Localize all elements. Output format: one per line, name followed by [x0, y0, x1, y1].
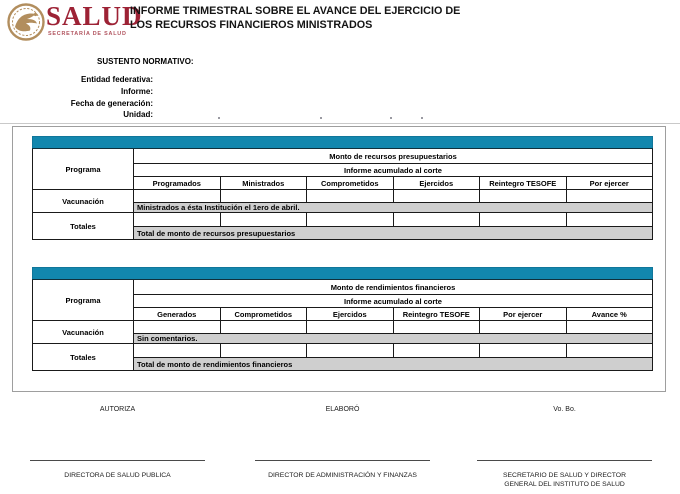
row-note: Ministrados a ésta Institución el 1ero de abril. — [134, 203, 653, 213]
brand-name: SALUD — [46, 1, 143, 31]
value-cell — [393, 213, 480, 227]
field-label-fecha: Fecha de generación: — [70, 98, 153, 108]
value-cell — [566, 190, 653, 203]
program-row-label: Totales — [33, 344, 134, 371]
signature-line — [30, 460, 205, 461]
financial-yields-table — [32, 267, 653, 371]
value-cell — [134, 190, 221, 203]
page-title-line2: LOS RECURSOS FINANCIEROS MINISTRADOS — [130, 18, 373, 31]
artifact-dot — [218, 117, 220, 119]
column-header: Avance % — [566, 308, 653, 321]
group-header: Monto de rendimientos financieros — [134, 280, 653, 295]
field-label-entidad: Entidad federativa: — [80, 75, 153, 84]
brand-block — [46, 3, 143, 37]
signature-title: DIRECTORA DE SALUD PUBLICA — [64, 472, 171, 479]
row-note: Total de monto de recursos presupuestarios — [134, 227, 653, 240]
value-cell — [566, 321, 653, 334]
signature-role: AUTORIZA — [99, 406, 136, 413]
value-cell — [134, 213, 221, 227]
table-accent-bar — [33, 137, 653, 149]
divider-line — [0, 123, 680, 124]
value-cell — [307, 321, 394, 334]
column-header: Por ejercer — [566, 177, 653, 190]
column-header: Generados — [134, 308, 221, 321]
value-cell — [566, 344, 653, 358]
signature-block-vobo — [477, 406, 652, 489]
value-cell — [307, 213, 394, 227]
value-cell — [393, 344, 480, 358]
salud-eagle-logo-icon — [6, 2, 46, 42]
artifact-dot — [320, 117, 322, 119]
sustento-normativo-label: SUSTENTO NORMATIVO: — [97, 57, 194, 66]
program-column-header: Programa — [33, 280, 134, 321]
value-cell — [134, 344, 221, 358]
table-accent-bar — [33, 268, 653, 280]
column-header: Reintegro TESOFE — [393, 308, 480, 321]
value-cell — [480, 213, 567, 227]
page-title — [130, 5, 500, 33]
subgroup-header: Informe acumulado al corte — [134, 295, 653, 308]
field-label-unidad: Unidad: — [123, 110, 153, 120]
column-header: Reintegro TESOFE — [480, 177, 567, 190]
artifact-dot — [390, 117, 392, 119]
program-row-label: Totales — [33, 213, 134, 240]
signature-title: SECRETARIO DE SALUD Y DIRECTOR GENERAL DEL INSTITUTO DE SALUD — [502, 472, 626, 488]
column-header: Ejercidos — [393, 177, 480, 190]
form-field-labels — [20, 74, 153, 121]
budget-resources-table — [32, 136, 653, 240]
column-header: Ministrados — [220, 177, 307, 190]
signature-role: Vo. Bo. — [553, 406, 576, 413]
signature-block-autoriza — [30, 406, 205, 480]
signature-line — [255, 460, 430, 461]
column-header: Comprometidos — [307, 177, 394, 190]
artifact-dot — [421, 117, 423, 119]
value-cell — [480, 344, 567, 358]
signature-role: ELABORÓ — [325, 406, 360, 413]
value-cell — [307, 344, 394, 358]
brand-subtitle: SECRETARÍA DE SALUD — [48, 31, 127, 37]
column-header: Ejercidos — [307, 308, 394, 321]
program-row-label: Vacunación — [33, 190, 134, 213]
value-cell — [307, 190, 394, 203]
value-cell — [220, 321, 307, 334]
value-cell — [480, 321, 567, 334]
signature-block-elaboro — [255, 406, 430, 480]
row-note: Total de monto de rendimientos financieros — [134, 358, 653, 371]
group-header: Monto de recursos presupuestarios — [134, 149, 653, 164]
page-title-line1: INFORME TRIMESTRAL SOBRE EL AVANCE DEL EJERCICIO DE — [130, 5, 461, 17]
field-label-informe: Informe: — [121, 86, 153, 96]
signature-title: DIRECTOR DE ADMINISTRACIÓN Y FINANZAS — [268, 472, 417, 479]
column-header: Comprometidos — [220, 308, 307, 321]
program-row-label: Vacunación — [33, 321, 134, 344]
column-header: Por ejercer — [480, 308, 567, 321]
value-cell — [220, 213, 307, 227]
program-column-header: Programa — [33, 149, 134, 190]
subgroup-header: Informe acumulado al corte — [134, 164, 653, 177]
value-cell — [220, 344, 307, 358]
value-cell — [566, 213, 653, 227]
value-cell — [134, 321, 221, 334]
signature-line — [477, 460, 652, 461]
column-header: Programados — [134, 177, 221, 190]
value-cell — [393, 321, 480, 334]
value-cell — [220, 190, 307, 203]
value-cell — [393, 190, 480, 203]
value-cell — [480, 190, 567, 203]
row-note: Sin comentarios. — [134, 334, 653, 344]
